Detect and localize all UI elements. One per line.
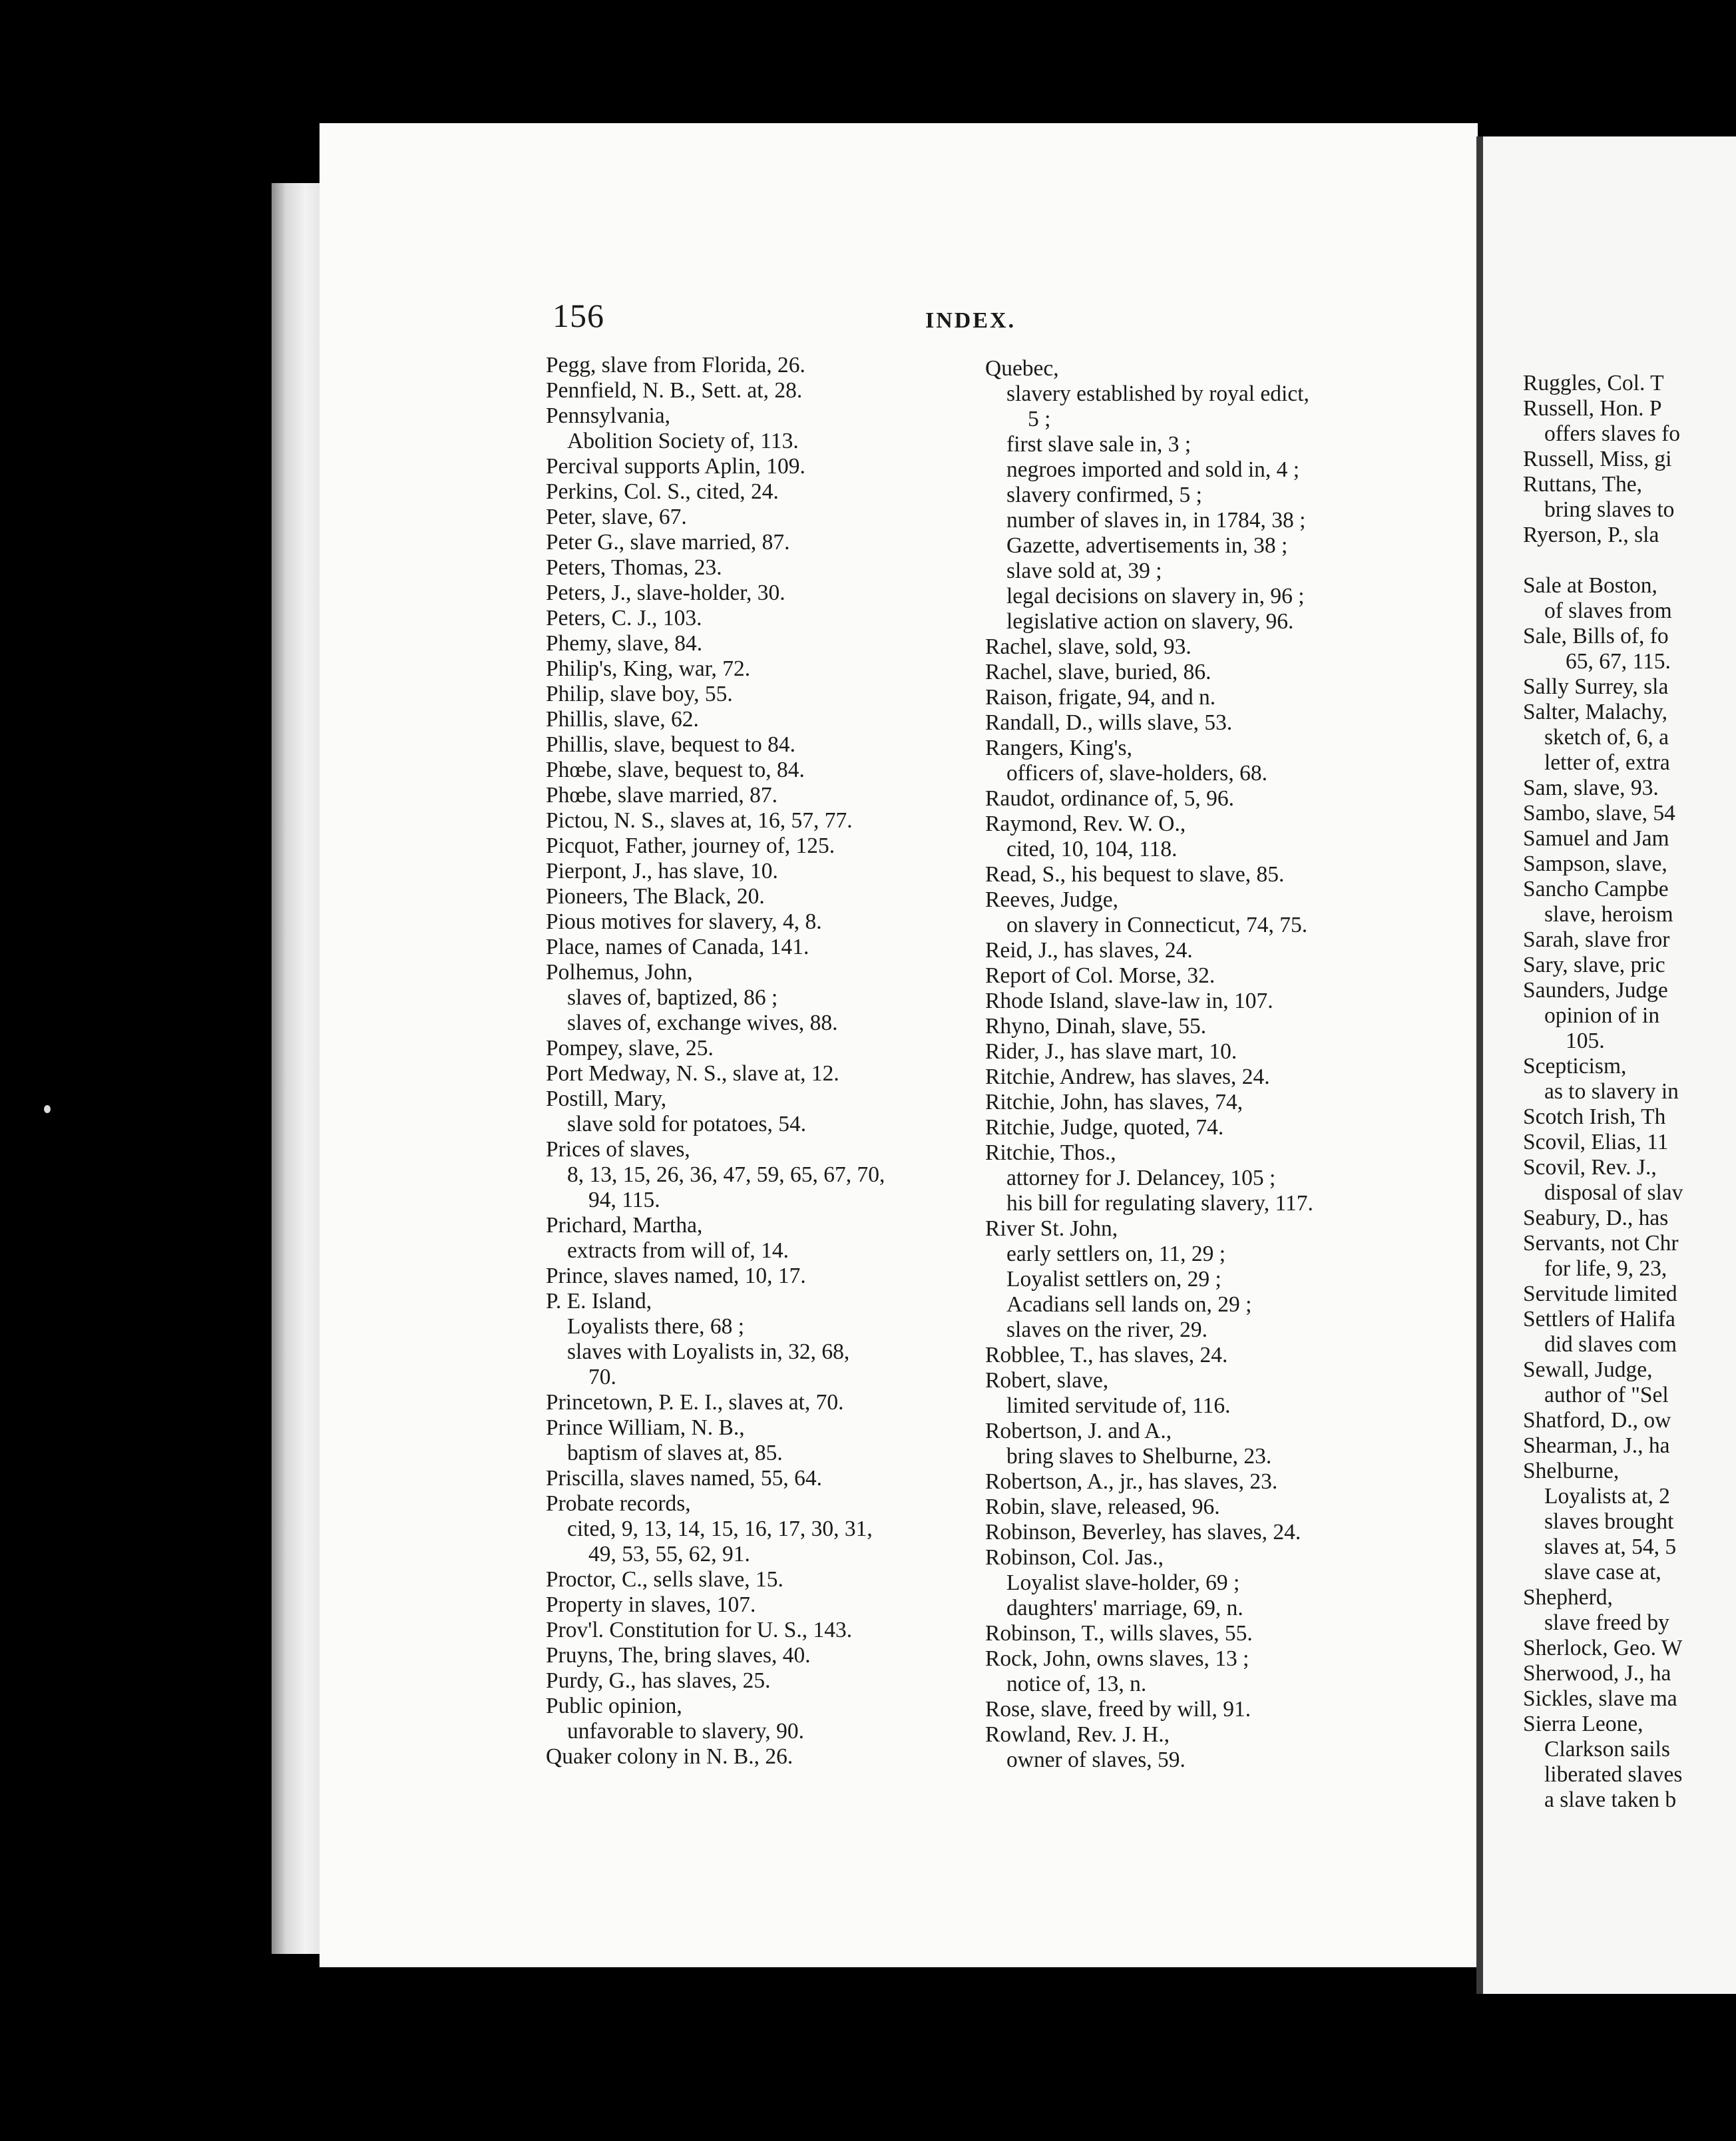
index-subentry: cited, 10, 104, 118. — [1006, 837, 1178, 861]
page-header — [320, 296, 1478, 350]
index-entry: Peters, C. J., 103. — [546, 606, 702, 630]
index-subentry: liberated slaves — [1544, 1762, 1683, 1787]
index-subentry: slave freed by — [1544, 1610, 1669, 1635]
index-subentry: Loyalist slave-holder, 69 ; — [1006, 1570, 1240, 1595]
index-subentry: Loyalist settlers on, 29 ; — [1006, 1267, 1221, 1292]
index-subentry: sketch of, 6, a — [1544, 725, 1669, 750]
right-page-partial — [1476, 136, 1736, 1994]
index-subentry: disposal of slav — [1544, 1180, 1683, 1205]
index-subentry: Acadians sell lands on, 29 ; — [1006, 1292, 1252, 1317]
index-entry: Read, S., his bequest to slave, 85. — [985, 862, 1285, 887]
index-subentry: slaves on the river, 29. — [1006, 1317, 1207, 1342]
index-entry: Samuel and Jam — [1523, 826, 1669, 851]
index-entry: Settlers of Halifa — [1523, 1307, 1675, 1331]
index-subentry: Loyalists at, 2 — [1544, 1484, 1670, 1509]
index-subentry: a slave taken b — [1544, 1787, 1677, 1812]
index-entry: Probate records, — [546, 1491, 691, 1516]
index-subentry: slaves brought — [1544, 1509, 1674, 1534]
index-subentry: negroes imported and sold in, 4 ; — [1006, 457, 1300, 482]
index-entry: Robblee, T., has slaves, 24. — [985, 1343, 1228, 1367]
index-entry: Pennsylvania, — [546, 403, 671, 428]
index-entry: Rhode Island, slave-law in, 107. — [985, 989, 1273, 1013]
index-entry: Robin, slave, released, 96. — [985, 1495, 1220, 1519]
index-entry: Raudot, ordinance of, 5, 96. — [985, 786, 1234, 811]
index-entry: Priscilla, slaves named, 55, 64. — [546, 1466, 822, 1491]
index-subentry: attorney for J. Delancey, 105 ; — [1006, 1166, 1276, 1190]
index-subentry: early settlers on, 11, 29 ; — [1006, 1242, 1226, 1266]
index-entry: Polhemus, John, — [546, 960, 693, 985]
index-entry: P. E. Island, — [546, 1289, 652, 1313]
index-subentry: officers of, slave-holders, 68. — [1006, 761, 1267, 786]
index-entry: Sale, Bills of, fo — [1523, 624, 1669, 648]
index-entry: Scepticism, — [1523, 1054, 1627, 1078]
index-entry: Phillis, slave, 62. — [546, 707, 699, 732]
index-entry: Sewall, Judge, — [1523, 1357, 1653, 1382]
index-subentry: owner of slaves, 59. — [1006, 1748, 1186, 1772]
index-subentry: as to slavery in — [1544, 1079, 1679, 1104]
index-entry: Pictou, N. S., slaves at, 16, 57, 77. — [546, 808, 853, 833]
index-entry: Prince William, N. B., — [546, 1415, 745, 1440]
index-subentry: 5 ; — [1028, 407, 1051, 431]
index-entry: Russell, Hon. P — [1523, 396, 1662, 421]
index-subentry: extracts from will of, 14. — [567, 1238, 789, 1263]
index-entry: Servants, not Chr — [1523, 1231, 1679, 1256]
index-subentry: daughters' marriage, 69, n. — [1006, 1596, 1243, 1620]
index-entry: Rachel, slave, sold, 93. — [985, 634, 1192, 659]
index-subentry: notice of, 13, n. — [1006, 1672, 1147, 1696]
index-entry: Sickles, slave ma — [1523, 1686, 1677, 1711]
index-entry: Shatford, D., ow — [1523, 1408, 1671, 1433]
index-entry: Prichard, Martha, — [546, 1213, 703, 1238]
index-subentry: of slaves from — [1544, 598, 1672, 623]
running-head: INDEX. — [925, 308, 1016, 333]
index-subentry: 65, 67, 115. — [1566, 649, 1671, 674]
index-subentry: letter of, extra — [1544, 750, 1670, 775]
index-subentry: slavery established by royal edict, — [1006, 381, 1309, 406]
index-subentry: slaves of, exchange wives, 88. — [567, 1011, 838, 1035]
index-entry: Phemy, slave, 84. — [546, 631, 703, 656]
index-subentry: legislative action on slavery, 96. — [1006, 609, 1294, 634]
index-entry: Princetown, P. E. I., slaves at, 70. — [546, 1390, 844, 1415]
index-entry: Reid, J., has slaves, 24. — [985, 938, 1193, 963]
index-subentry: did slaves com — [1544, 1332, 1677, 1357]
index-entry: Peter, slave, 67. — [546, 505, 687, 529]
index-entry: Quaker colony in N. B., 26. — [546, 1744, 793, 1769]
index-entry: Sarah, slave fror — [1523, 927, 1670, 952]
index-entry: Salter, Malachy, — [1523, 700, 1667, 724]
index-entry: Property in slaves, 107. — [546, 1592, 756, 1617]
index-entry: Reeves, Judge, — [985, 887, 1119, 912]
index-entry: Sherlock, Geo. W — [1523, 1636, 1683, 1660]
index-entry: Proctor, C., sells slave, 15. — [546, 1567, 783, 1592]
index-entry: Sale at Boston, — [1523, 573, 1657, 598]
index-entry: Sary, slave, pric — [1523, 953, 1665, 977]
index-entry: Port Medway, N. S., slave at, 12. — [546, 1061, 839, 1086]
index-entry: River St. John, — [985, 1216, 1118, 1241]
index-subentry: Gazette, advertisements in, 38 ; — [1006, 533, 1288, 558]
index-subentry: Clarkson sails — [1544, 1737, 1670, 1762]
index-entry: Robinson, Beverley, has slaves, 24. — [985, 1520, 1301, 1545]
index-entry: Philip, slave boy, 55. — [546, 682, 733, 706]
index-subentry: number of slaves in, in 1784, 38 ; — [1006, 508, 1306, 533]
index-entry: Purdy, G., has slaves, 25. — [546, 1668, 771, 1693]
index-entry: Phœbe, slave married, 87. — [546, 783, 777, 808]
index-entry: Robinson, Col. Jas., — [985, 1545, 1164, 1570]
index-subentry: offers slaves fo — [1544, 421, 1681, 446]
index-entry: Randall, D., wills slave, 53. — [985, 710, 1233, 735]
index-entry: Robert, slave, — [985, 1368, 1109, 1393]
left-page — [320, 123, 1478, 1967]
index-entry: Seabury, D., has — [1523, 1206, 1669, 1230]
index-entry: Ritchie, Judge, quoted, 74. — [985, 1115, 1224, 1140]
index-entry: Peters, J., slave-holder, 30. — [546, 581, 785, 605]
index-subentry: cited, 9, 13, 14, 15, 16, 17, 30, 31, — [567, 1517, 873, 1541]
index-entry — [1523, 548, 1683, 573]
index-entry: Scovil, Rev. J., — [1523, 1155, 1657, 1180]
index-subentry: slave, heroism — [1544, 902, 1673, 927]
index-subentry: slaves at, 54, 5 — [1544, 1535, 1677, 1559]
index-subentry: bring slaves to Shelburne, 23. — [1006, 1444, 1272, 1469]
index-entry: Robertson, J. and A., — [985, 1419, 1172, 1443]
index-entry: Perkins, Col. S., cited, 24. — [546, 479, 779, 504]
index-entry: Raymond, Rev. W. O., — [985, 812, 1186, 836]
index-entry: Pioneers, The Black, 20. — [546, 884, 765, 909]
index-entry: Phœbe, slave, bequest to, 84. — [546, 758, 805, 782]
index-entry: Shelburne, — [1523, 1459, 1620, 1483]
index-subentry: 70. — [588, 1365, 616, 1389]
index-subentry: limited servitude of, 116. — [1006, 1393, 1231, 1418]
index-subentry: for life, 9, 23, — [1544, 1256, 1667, 1281]
index-entry: Sancho Campbe — [1523, 877, 1669, 901]
index-subentry: unfavorable to slavery, 90. — [567, 1719, 804, 1744]
index-entry: Shepherd, — [1523, 1585, 1613, 1610]
index-entry: Public opinion, — [546, 1694, 682, 1718]
index-entry: Philip's, King, war, 72. — [546, 656, 751, 681]
index-entry: Ritchie, Andrew, has slaves, 24. — [985, 1065, 1270, 1089]
index-entry: Peters, Thomas, 23. — [546, 555, 722, 580]
index-entry: Raison, frigate, 94, and n. — [985, 685, 1216, 710]
index-subentry: 49, 53, 55, 62, 91. — [588, 1542, 750, 1566]
index-entry: Rowland, Rev. J. H., — [985, 1722, 1170, 1747]
index-subentry: slavery confirmed, 5 ; — [1006, 483, 1202, 507]
scan-speck — [44, 1105, 51, 1113]
index-entry: Quebec, — [985, 356, 1059, 381]
index-subentry: on slavery in Connecticut, 74, 75. — [1006, 913, 1308, 937]
index-entry: Sherwood, J., ha — [1523, 1661, 1671, 1686]
index-entry: Ruggles, Col. T — [1523, 371, 1664, 395]
index-entry: Servitude limited — [1523, 1282, 1677, 1306]
index-entry: Postill, Mary, — [546, 1086, 667, 1111]
index-subentry: bring slaves to — [1544, 497, 1675, 522]
index-entry: Russell, Miss, gi — [1523, 447, 1672, 471]
index-entry: Peter G., slave married, 87. — [546, 530, 790, 555]
index-entry: Robertson, A., jr., has slaves, 23. — [985, 1469, 1278, 1494]
index-entry: Shearman, J., ha — [1523, 1433, 1670, 1458]
index-subentry: author of "Sel — [1544, 1383, 1669, 1407]
page-stack-edge — [272, 183, 320, 1954]
index-entry: Rose, slave, freed by will, 91. — [985, 1697, 1251, 1722]
page-number: 156 — [552, 297, 604, 334]
index-entry: Scotch Irish, Th — [1523, 1104, 1666, 1129]
index-entry: Place, names of Canada, 141. — [546, 935, 809, 959]
index-entry: Ritchie, Thos., — [985, 1140, 1116, 1165]
index-subentry: legal decisions on slavery in, 96 ; — [1006, 584, 1305, 608]
index-entry: Phillis, slave, bequest to 84. — [546, 732, 795, 757]
index-entry: Sally Surrey, sla — [1523, 674, 1669, 699]
index-entry: Rachel, slave, buried, 86. — [985, 660, 1211, 684]
index-entry: Sampson, slave, — [1523, 851, 1667, 876]
index-subentry: 8, 13, 15, 26, 36, 47, 59, 65, 67, 70, — [567, 1162, 885, 1187]
index-entry: Sierra Leone, — [1523, 1712, 1643, 1736]
index-entry: Sambo, slave, 54 — [1523, 801, 1675, 826]
index-subentry: slaves of, baptized, 86 ; — [567, 985, 778, 1010]
index-entry: Pious motives for slavery, 4, 8. — [546, 909, 822, 934]
index-entry: Pegg, slave from Florida, 26. — [546, 353, 805, 377]
index-subentry: first slave sale in, 3 ; — [1006, 432, 1192, 457]
index-subentry: baptism of slaves at, 85. — [567, 1441, 783, 1465]
index-subentry: 105. — [1566, 1029, 1605, 1053]
index-entry: Saunders, Judge — [1523, 978, 1668, 1003]
index-entry: Ruttans, The, — [1523, 472, 1642, 497]
index-entry: Picquot, Father, journey of, 125. — [546, 833, 835, 858]
index-column-right-partial — [1523, 371, 1683, 1813]
index-subentry: 94, 115. — [588, 1188, 660, 1212]
index-entry: Ritchie, John, has slaves, 74, — [985, 1090, 1243, 1114]
index-subentry: slaves with Loyalists in, 32, 68, — [567, 1339, 850, 1364]
index-subentry: his bill for regulating slavery, 117. — [1006, 1191, 1313, 1216]
index-subentry: slave sold at, 39 ; — [1006, 559, 1162, 583]
index-entry: Prince, slaves named, 10, 17. — [546, 1264, 806, 1288]
index-entry: Percival supports Aplin, 109. — [546, 454, 805, 479]
index-entry: Rangers, King's, — [985, 736, 1132, 760]
index-entry: Scovil, Elias, 11 — [1523, 1130, 1669, 1154]
index-entry: Pruyns, The, bring slaves, 40. — [546, 1643, 811, 1668]
index-subentry: Loyalists there, 68 ; — [567, 1314, 745, 1339]
index-entry: Report of Col. Morse, 32. — [985, 963, 1215, 988]
index-entry: Pompey, slave, 25. — [546, 1036, 714, 1061]
index-entry: Prices of slaves, — [546, 1137, 690, 1162]
index-entry: Robinson, T., wills slaves, 55. — [985, 1621, 1253, 1646]
index-subentry: slave sold for potatoes, 54. — [567, 1112, 807, 1136]
index-entry: Prov'l. Constitution for U. S., 143. — [546, 1618, 853, 1642]
index-entry: Pennfield, N. B., Sett. at, 28. — [546, 378, 803, 403]
index-subentry: Abolition Society of, 113. — [567, 429, 799, 453]
index-column-middle — [985, 356, 1313, 1773]
index-entry: Rock, John, owns slaves, 13 ; — [985, 1646, 1249, 1671]
index-entry: Rider, J., has slave mart, 10. — [985, 1039, 1237, 1064]
index-subentry: opinion of in — [1544, 1003, 1660, 1028]
index-entry: Rhyno, Dinah, slave, 55. — [985, 1014, 1207, 1039]
index-column-left — [546, 353, 885, 1770]
index-entry: Ryerson, P., sla — [1523, 523, 1659, 547]
index-subentry: slave case at, — [1544, 1560, 1661, 1584]
index-entry: Pierpont, J., has slave, 10. — [546, 859, 778, 883]
index-entry: Sam, slave, 93. — [1523, 776, 1659, 800]
